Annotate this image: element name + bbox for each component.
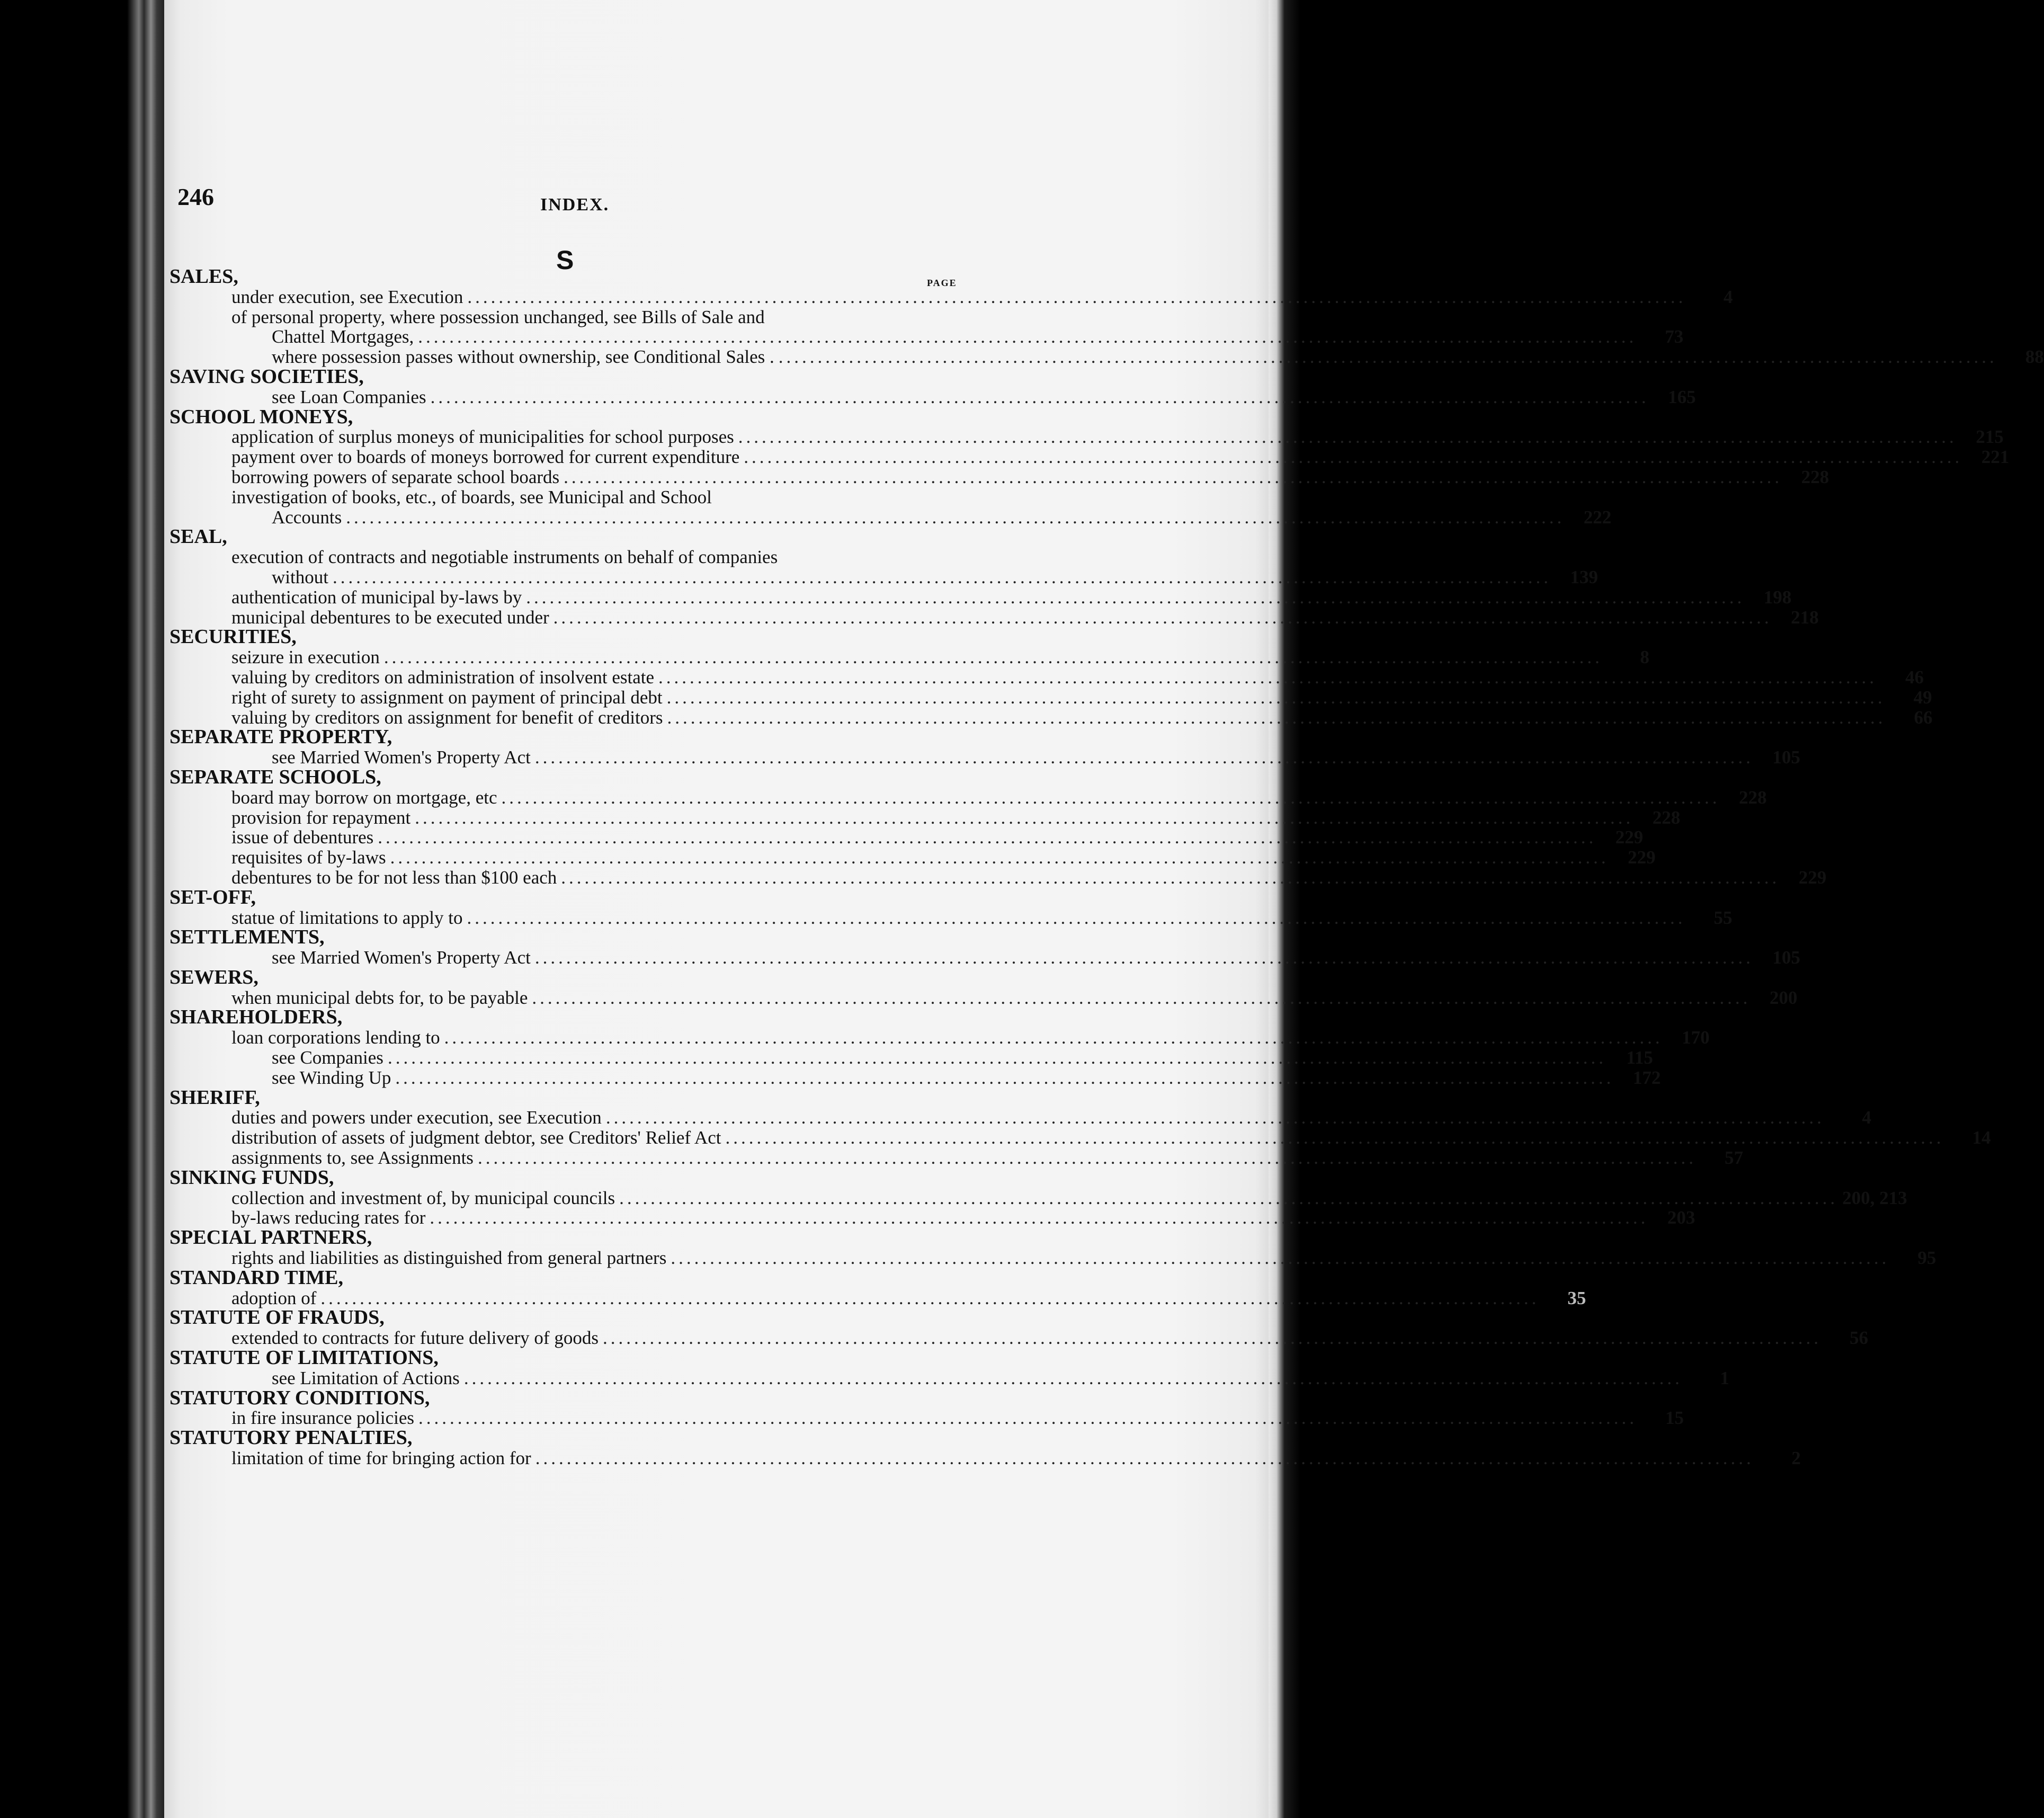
page-reference: 57 xyxy=(1724,1147,1743,1169)
index-subentry xyxy=(169,747,1800,768)
subentry-text: Accounts xyxy=(272,506,342,528)
index-subentry xyxy=(169,666,1924,688)
dot-leader: ............................................................................................................................................................ xyxy=(332,566,1551,587)
page-reference: 215 xyxy=(1976,426,2004,448)
index-subentry xyxy=(169,547,1133,567)
subentry-text: where possession passes without ownership, see Conditional Sales . xyxy=(272,346,774,368)
subentry-text: limitation of time for bringing action for xyxy=(231,1448,531,1469)
index-subentry xyxy=(169,1047,1653,1068)
page-reference: 2 xyxy=(1791,1448,1801,1469)
index-subentry xyxy=(169,907,1733,928)
page-reference: 229 xyxy=(1798,867,1827,888)
dot-leader: ............................................................................................................................................................ xyxy=(667,707,1886,728)
index-subentry xyxy=(169,1187,1907,1208)
subentry-text: loan corporations lending to xyxy=(231,1027,440,1048)
page-reference: 170 xyxy=(1682,1027,1710,1048)
page-reference: 203 xyxy=(1667,1207,1695,1228)
dot-leader: ............................................................................................................................................................ xyxy=(477,1147,1697,1169)
index-heading: SETTLEMENTS, xyxy=(169,926,325,949)
subentry-text: authentication of municipal by-laws by xyxy=(231,586,522,608)
dot-leader: ............................................................................................................................................................ xyxy=(535,1448,1754,1469)
index-subentry xyxy=(169,307,1133,327)
subentry-text: see Winding Up xyxy=(272,1067,391,1088)
subentry-text: borrowing powers of separate school boards xyxy=(231,466,560,487)
subentry-text: see Limitation of Actions xyxy=(272,1367,460,1388)
index-heading: SET-OFF, xyxy=(169,886,256,908)
index-entries xyxy=(169,265,2044,1469)
index-subentry xyxy=(169,286,1733,307)
index-heading: SINKING FUNDS, xyxy=(169,1166,334,1189)
index-subentry xyxy=(169,1327,1868,1349)
page-reference: 229 xyxy=(1615,827,1644,848)
index-subentry xyxy=(169,1247,1936,1269)
index-subentry xyxy=(169,586,1792,608)
dot-leader: ............................................................................................................................................................ xyxy=(463,1367,1683,1388)
subentry-text: valuing by creditors on assignment for benefit of creditors xyxy=(231,707,663,728)
subentry-text: provision for repayment xyxy=(231,807,411,828)
subentry-text: of personal property, where possession unchanged, see Bills of Sale and xyxy=(231,306,765,327)
dot-leader: ............................................................................................................................................................ xyxy=(418,326,1637,347)
page-reference: 49 xyxy=(1913,687,1932,708)
dot-leader: ............................................................................................................................................................ xyxy=(744,447,1963,468)
subentry-text: debentures to be for not less than $100 each xyxy=(231,867,557,888)
dot-leader: ............................................................................................................................................................ xyxy=(671,1247,1890,1269)
page-reference: 14 xyxy=(1972,1127,1991,1148)
index-subentry xyxy=(169,1367,1729,1388)
page-reference: 55 xyxy=(1713,907,1733,928)
subentry-text: execution of contracts and negotiable instruments on behalf of companies xyxy=(231,547,778,568)
index-subentry xyxy=(169,506,1612,528)
dot-leader: ............................................................................................................................................................ xyxy=(383,647,1603,668)
index-heading: SCHOOL MONEYS, xyxy=(169,405,353,428)
page-reference: 66 xyxy=(1914,707,1933,728)
index-subentry xyxy=(169,566,1598,587)
dot-leader: ............................................................................................................................................................ xyxy=(378,827,1597,848)
subentry-text: see Married Women's Property Act xyxy=(272,747,531,768)
index-subentry xyxy=(169,647,1649,668)
subentry-text: municipal debentures to be executed under xyxy=(231,607,549,628)
index-subentry xyxy=(169,1127,1991,1148)
subentry-text: right of surety to assignment on payment of principal debt xyxy=(231,687,663,708)
index-subentry xyxy=(169,466,1829,487)
dot-leader: ............................................................................................................................................................ xyxy=(658,666,1878,688)
page-reference: 15 xyxy=(1665,1407,1684,1429)
index-subentry xyxy=(169,787,1767,808)
index-heading: STATUTORY PENALTIES, xyxy=(169,1427,413,1449)
dot-leader: ............................................................................................................................................................ xyxy=(346,506,1565,528)
index-heading: SEPARATE PROPERTY, xyxy=(169,726,392,748)
page-reference: 200 xyxy=(1769,987,1798,1008)
index-subentry xyxy=(169,987,1798,1008)
page-reference: 228 xyxy=(1652,807,1681,828)
index-heading: SAVING SOCIETIES, xyxy=(169,365,364,388)
dot-leader: ............................................................................................................................................................ xyxy=(725,1127,1944,1148)
index-heading: SEPARATE SCHOOLS, xyxy=(169,765,381,788)
page-reference: 228 xyxy=(1801,466,1829,487)
page-reference: 165 xyxy=(1668,386,1696,407)
page-reference: 1 xyxy=(1720,1367,1729,1388)
index-heading: SEAL, xyxy=(169,525,227,548)
page-reference: 105 xyxy=(1772,947,1800,968)
page-reference: 56 xyxy=(1849,1327,1868,1349)
scan-left-edge xyxy=(0,0,164,1818)
dot-leader: ............................................................................................................................................................ xyxy=(444,1027,1663,1048)
subentry-text: see Married Women's Property Act xyxy=(272,947,531,968)
subentry-text: rights and liabilities as distinguished from general partners xyxy=(231,1247,667,1269)
dot-leader: ............................................................................................................................................................ xyxy=(467,907,1686,928)
dot-leader: ............................................................................................................................................................ xyxy=(564,466,1783,487)
page-reference: 139 xyxy=(1570,566,1598,587)
index-heading: SEWERS, xyxy=(169,966,258,988)
index-heading: STATUTE OF FRAUDS, xyxy=(169,1306,385,1329)
page-reference: 221 xyxy=(1981,447,2010,468)
subentry-text: seizure in execution xyxy=(231,647,380,668)
dot-leader: ............................................................................................................................................................ xyxy=(561,867,1780,888)
index-heading: SECURITIES, xyxy=(169,626,297,648)
dot-leader: ............................................................................................................................................................ xyxy=(553,607,1772,628)
running-head: INDEX. xyxy=(540,195,610,215)
subentry-text: valuing by creditors on administration of insolvent estate xyxy=(231,666,655,688)
index-subentry xyxy=(169,487,1133,507)
subentry-text: extended to contracts for future delivery of goods xyxy=(231,1327,599,1349)
subentry-text: see Loan Companies xyxy=(272,386,426,407)
subentry-text: assignments to, see Assignments xyxy=(231,1147,474,1169)
page-reference: 46 xyxy=(1905,666,1924,688)
page-reference: 95 xyxy=(1917,1247,1936,1269)
index-heading: STATUTORY CONDITIONS, xyxy=(169,1386,430,1409)
page-number: 246 xyxy=(177,183,214,210)
index-heading: SHERIFF, xyxy=(169,1086,260,1109)
page-reference: 172 xyxy=(1632,1067,1661,1088)
index-subentry xyxy=(169,326,1684,347)
dot-leader: ............................................................................................................................................................ xyxy=(605,1107,1825,1128)
index-subentry xyxy=(169,1207,1695,1228)
index-subentry xyxy=(169,827,1644,848)
subentry-text: by-laws reducing rates for xyxy=(231,1207,426,1228)
page-reference: 218 xyxy=(1791,607,1819,628)
subentry-text: issue of debentures xyxy=(231,827,374,848)
index-subentry xyxy=(169,1407,1684,1429)
dot-leader: ............................................................................................................................................................ xyxy=(666,687,1886,708)
subentry-text: application of surplus moneys of municipalities for school purposes xyxy=(231,426,734,448)
index-subentry xyxy=(169,847,1656,868)
subentry-text: when municipal debts for, to be payable xyxy=(231,987,528,1008)
page-reference: 88 xyxy=(2025,346,2044,368)
subentry-text: Chattel Mortgages, xyxy=(272,326,414,347)
dot-leader: ............................................................................................................................................................ xyxy=(430,1207,1649,1228)
index-subentry xyxy=(169,447,2010,468)
page-reference: 35 xyxy=(1567,1287,1586,1308)
index-subentry xyxy=(169,1448,1801,1469)
index-subentry xyxy=(169,867,1827,888)
dot-leader: ............................................................................................................................................................ xyxy=(619,1187,1838,1208)
dot-leader: ............................................................................................................................................................ xyxy=(390,847,1609,868)
page-reference: 4 xyxy=(1723,286,1733,307)
index-heading: STANDARD TIME, xyxy=(169,1266,343,1289)
section-letter: S xyxy=(556,245,574,275)
page-reference: 228 xyxy=(1739,787,1767,808)
subentry-text: in fire insurance policies xyxy=(231,1407,415,1429)
page-column-label: PAGE xyxy=(927,278,957,288)
index-subentry xyxy=(169,1107,1871,1128)
index-subentry xyxy=(169,607,1819,628)
page-reference: 200, 213 xyxy=(1842,1187,1907,1208)
index-heading: STATUTE OF LIMITATIONS, xyxy=(169,1347,439,1369)
dot-leader: ............................................................................................................................................................ xyxy=(467,286,1686,307)
dot-leader: ............................................................................................................................................................ xyxy=(418,1407,1638,1429)
dot-leader: ............................................................................................................................................................ xyxy=(738,426,1957,448)
dot-leader: ............................................................................................................................................................ xyxy=(415,807,1634,828)
dot-leader: ............................................................................................................................................................ xyxy=(430,386,1649,407)
index-subentry xyxy=(169,386,1696,407)
subentry-text: adoption of xyxy=(231,1287,317,1308)
dot-leader: ............................................................................................................................................................ xyxy=(387,1047,1606,1068)
dot-leader: ............................................................................................................................................................ xyxy=(778,346,1997,368)
index-subentry xyxy=(169,807,1681,828)
subentry-text: requisites of by-laws xyxy=(231,847,386,868)
index-subentry xyxy=(169,1287,1586,1308)
index-subentry xyxy=(169,947,1800,968)
subentry-text: collection and investment of, by municipal councils xyxy=(231,1187,615,1208)
page-reference: 4 xyxy=(1862,1107,1871,1128)
index-heading: SHAREHOLDERS, xyxy=(169,1006,343,1029)
subentry-text: statue of limitations to apply to xyxy=(231,907,463,928)
index-subentry xyxy=(169,687,1932,708)
dot-leader: ............................................................................................................................................................ xyxy=(534,747,1754,768)
dot-leader: ............................................................................................................................................................ xyxy=(501,787,1720,808)
dot-leader: ............................................................................................................................................................ xyxy=(395,1067,1614,1088)
dot-leader: ............................................................................................................................................................ xyxy=(320,1287,1540,1308)
index-subentry xyxy=(169,1027,1710,1048)
dot-leader: ............................................................................................................................................................ xyxy=(526,586,1745,608)
index-subentry xyxy=(169,1147,1743,1169)
subentry-text: payment over to boards of moneys borrowed for current expenditure xyxy=(231,447,740,468)
page-reference: 115 xyxy=(1626,1047,1653,1068)
dot-leader: ............................................................................................................................................................ xyxy=(602,1327,1822,1349)
subentry-text: duties and powers under execution, see Execution xyxy=(231,1107,602,1128)
subentry-text: board may borrow on mortgage, etc xyxy=(231,787,497,808)
index-subentry xyxy=(169,346,2044,368)
subentry-text: without xyxy=(272,566,328,587)
index-subentry xyxy=(169,1067,1661,1088)
page-reference: 8 xyxy=(1640,647,1649,668)
page-reference: 229 xyxy=(1628,847,1656,868)
index-heading: SPECIAL PARTNERS, xyxy=(169,1226,372,1249)
index-subentry xyxy=(169,426,2004,448)
index-subentry xyxy=(169,707,1933,728)
subentry-text: see Companies xyxy=(272,1047,383,1068)
subentry-text: distribution of assets of judgment debtor, see Creditors' Relief Act xyxy=(231,1127,721,1148)
subentry-text: investigation of books, etc., of boards, see Municipal and School xyxy=(231,486,712,507)
dot-leader: ............................................................................................................................................................ xyxy=(534,947,1754,968)
page-reference: 105 xyxy=(1772,747,1800,768)
page-reference: 73 xyxy=(1665,326,1684,347)
index-heading: SALES, xyxy=(169,265,238,288)
dot-leader: ............................................................................................................................................................ xyxy=(532,987,1751,1008)
page-reference: 198 xyxy=(1763,586,1792,608)
subentry-text: under execution, see Execution xyxy=(231,286,463,307)
page-reference: 222 xyxy=(1583,506,1612,528)
